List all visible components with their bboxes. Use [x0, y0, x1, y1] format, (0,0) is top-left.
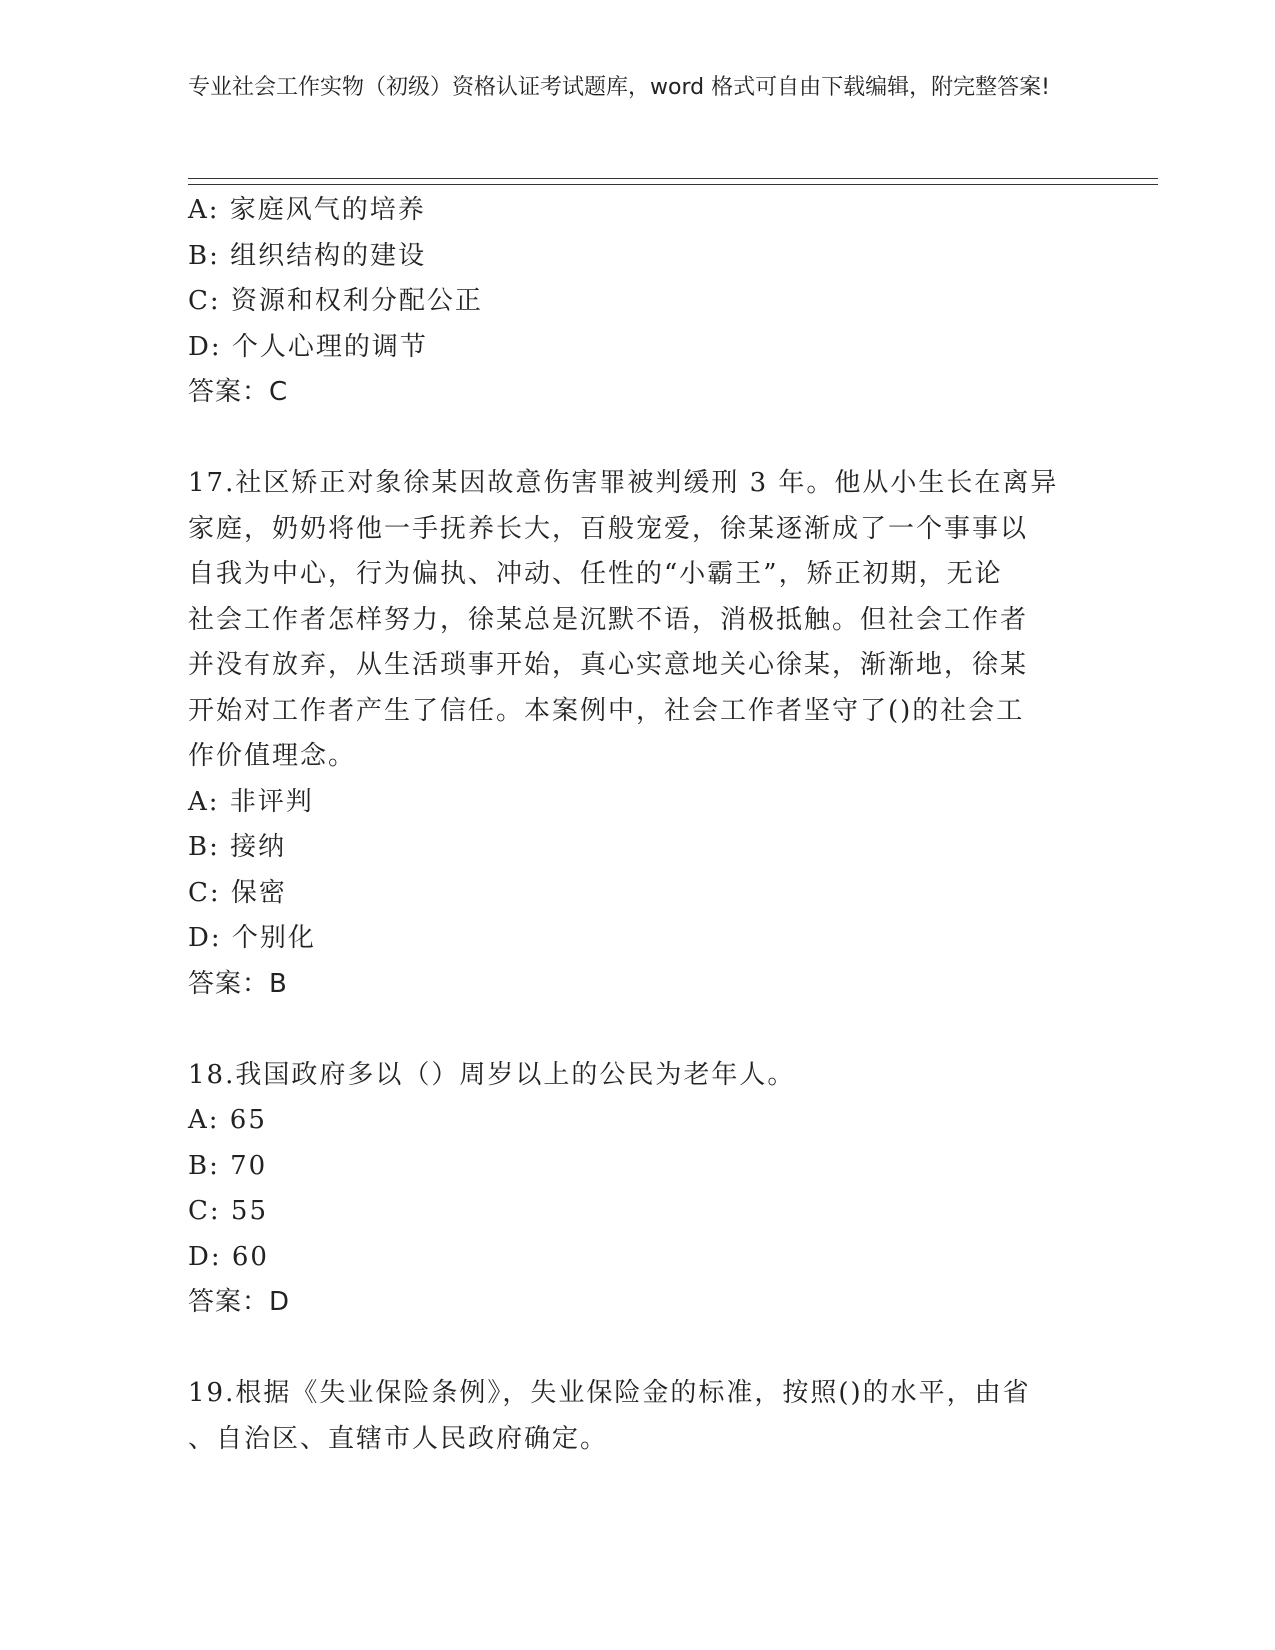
question-stem [188, 461, 1088, 780]
document-header [188, 72, 1068, 104]
option-a: A: 非评判 [188, 786, 314, 817]
option-d: D: 60 [188, 1241, 269, 1272]
question-list [188, 188, 1088, 1462]
question-stem: 18.我国政府多以（）周岁以上的公民为老年人。 [188, 1059, 796, 1090]
question-stem [188, 1371, 1088, 1462]
answer-line: 答案：D [188, 1287, 291, 1317]
option-a: A: 65 [188, 1105, 267, 1135]
stem-line: 家庭，奶奶将他一手抚养长大，百般宠爱，徐某逐渐成了一个事事以 [188, 513, 1029, 544]
spacer [188, 1007, 1088, 1053]
stem-line: 自我为中心，行为偏执、冲动、任性的“小霸王”，矫正初期，无论 [188, 559, 1003, 589]
stem-line: 19.根据《失业保险条例》，失业保险金的标准，按照()的水平，由省 [188, 1378, 1031, 1408]
answer-line: 答案：B [188, 968, 288, 999]
spacer [188, 416, 1088, 462]
option-c: C: 资源和权利分配公正 [188, 286, 483, 316]
answer-line: 答案：C [188, 377, 289, 407]
stem-line: 、自治区、直辖市人民政府确定。 [188, 1423, 609, 1454]
stem-line: 作价值理念。 [188, 741, 357, 771]
option-b: B: 70 [188, 1150, 268, 1181]
question-18 [188, 1053, 1088, 1326]
question-16 [188, 188, 1088, 416]
spacer [188, 1326, 1088, 1372]
option-b: B: 接纳 [188, 832, 287, 862]
option-b: B: 组织结构的建设 [188, 240, 427, 271]
option-c: C: 保密 [188, 877, 287, 908]
header-divider-top [188, 178, 1158, 179]
option-c: C: 55 [188, 1196, 269, 1226]
stem-line: 并没有放弃，从生活琐事开始，真心实意地关心徐某，渐渐地，徐某 [188, 650, 1029, 680]
option-d: D: 个别化 [188, 923, 316, 953]
stem-line: 开始对工作者产生了信任。本案例中，社会工作者坚守了()的社会工 [188, 695, 1025, 726]
header-title: 专业社会工作实物（初级）资格认证考试题库，word 格式可自由下载编辑，附完整答案! [188, 75, 1050, 100]
option-a: A: 家庭风气的培养 [188, 195, 426, 225]
option-d: D: 个人心理的调节 [188, 331, 428, 362]
stem-line: 社会工作者怎样努力，徐某总是沉默不语，消极抵触。但社会工作者 [188, 604, 1029, 635]
question-17 [188, 461, 1088, 1007]
question-19 [188, 1371, 1088, 1462]
stem-line: 17.社区矫正对象徐某因故意伤害罪被判缓刑 3 年。他从小生长在离异 [188, 468, 1059, 498]
header-divider-bottom [188, 184, 1158, 185]
